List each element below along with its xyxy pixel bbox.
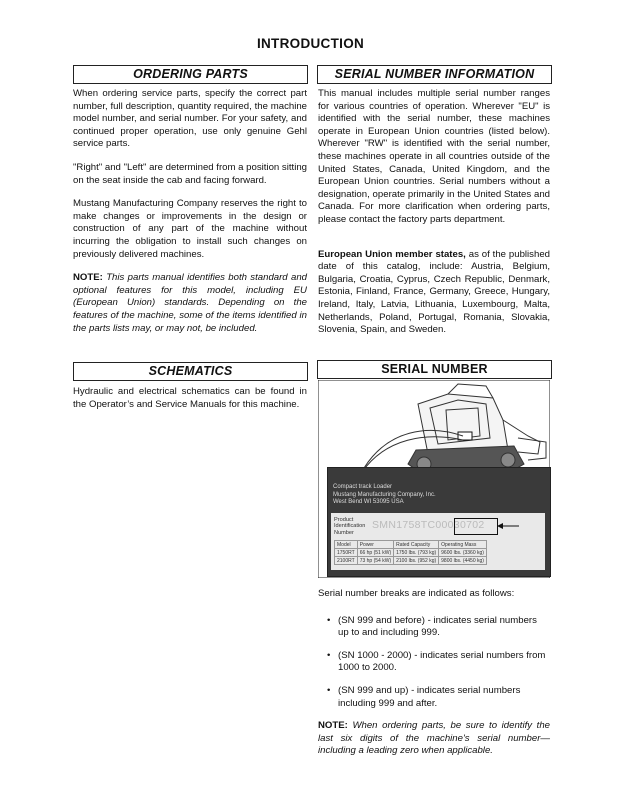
spec-cell: Operating Mass — [439, 541, 487, 549]
spec-cell: Rated Capacity — [394, 541, 439, 549]
spec-cell: Model — [335, 541, 358, 549]
spec-cell: 73 hp (54 kW) — [357, 557, 393, 565]
bullet-text: (SN 999 and up) - indicates serial numbers including 999 and after. — [338, 684, 521, 709]
bullet-icon: • — [327, 684, 331, 696]
pin-value: SMN1758TC00030702 — [372, 519, 485, 531]
schematics-section — [73, 386, 307, 422]
spec-cell: 66 hp (51 kW) — [357, 549, 393, 557]
serial-info-heading: SERIAL NUMBER INFORMATION — [317, 65, 552, 84]
serial-highlight-box — [454, 518, 498, 535]
ordering-parts-paragraph-1: When ordering service parts, specify the correct part number, full description, quantity required, the machine model number, and serial number. For your safety, and continued proper operation, use only genuine Gehl service parts. — [73, 88, 307, 150]
serial-info-section — [318, 88, 550, 348]
ordering-parts-note — [73, 272, 307, 335]
serial-breaks-list — [318, 615, 550, 711]
ordering-parts-paragraph-3: Mustang Manufacturing Company reserves the right to make changes or improvements in the design or construction of any part of the machine without incurring the obligation to install such changes on previously delivered machines. — [73, 198, 307, 260]
note-label: NOTE: — [73, 272, 103, 284]
schematics-paragraph: Hydraulic and electrical schematics can be found in the Operator’s and Service Manuals for this machine. — [73, 386, 307, 410]
serial-number-note — [318, 720, 550, 758]
spec-cell: 9600 lbs. (3360 kg) — [439, 549, 487, 557]
plate-line-2: Mustang Manufacturing Company, Inc. — [333, 491, 436, 498]
pin-label-1: Product — [334, 517, 354, 523]
spec-table-row — [335, 541, 487, 549]
note-text: When ordering parts, be sure to identify the last six digits of the machine's serial number—including a leading zero when applicable. — [318, 720, 550, 757]
serial-info-paragraph: This manual includes multiple serial number ranges for various countries of operation. Wherever "EU" is identified with the serial number, these machines operate in European Union countries (listed below). Wherever "RW" is identified with the serial number, these machines operate in all countries outside of the United States, Canada, United Kingdom, and the European Union countries. Serial numbers without a designation, operate primarily in the United States and Canada. For more clarification when ordering parts, please contact the factory parts department. — [318, 88, 550, 225]
spec-cell: 1750RT — [335, 549, 358, 557]
spec-cell: 1750 lbs. (793 kg) — [394, 549, 439, 557]
bullet-icon: • — [327, 614, 331, 626]
spec-cell: 9800 lbs. (4450 kg) — [439, 557, 487, 565]
spec-table-row — [335, 557, 487, 565]
note-text: This parts manual identifies both standard and optional features for this model, including EU (European Union) standards. Depending on the features of the machine, some of the items identified in the parts lists may, or may not, be included. — [73, 272, 307, 334]
serial-breaks-intro: Serial number breaks are indicated as follows: — [318, 588, 515, 599]
page-title: INTRODUCTION — [256, 36, 365, 51]
pin-label-2: Identification — [334, 523, 366, 530]
list-item — [324, 615, 550, 640]
spec-cell: Power — [357, 541, 393, 549]
pin-label — [334, 517, 365, 536]
ordering-parts-section — [73, 88, 307, 346]
spec-table — [334, 540, 487, 565]
eu-text: as of the published date of this catalog, include: Austria, Belgium, Bulgaria, Croatia, Cyprus, Czech Republic, Denmark, Estonia, Finland, France, Germany, Greece, Hungary, Ireland, Italy, Latvia, Lithuania, Luxembourg, Malta, Netherlands, Poland, Portugal, Romania, Slovakia, Slovenia, Spain, and Sweden. — [318, 248, 550, 336]
bullet-text: (SN 999 and before) - indicates serial numbers up to and including 999. — [338, 614, 537, 639]
plate-header — [333, 484, 436, 507]
schematics-heading: SCHEMATICS — [73, 362, 308, 381]
arrow-left-icon — [497, 521, 521, 531]
plate-line-3: West Bend WI 53095 USA — [333, 499, 404, 505]
pin-label-3: Number — [334, 529, 354, 536]
plate-line-1: Compact track Loader — [333, 484, 393, 490]
ordering-parts-paragraph-2: "Right" and "Left" are determined from a position sitting on the seat inside the cab and facing forward. — [73, 161, 307, 186]
serial-plate — [327, 467, 551, 577]
list-item — [324, 650, 550, 675]
spec-table-row — [335, 549, 487, 557]
spec-cell: 2100 lbs. (952 kg) — [394, 557, 439, 565]
eu-label: European Union member states, — [318, 248, 466, 260]
list-item — [324, 685, 550, 710]
spec-cell: 2100RT — [335, 557, 358, 565]
serial-number-heading: SERIAL NUMBER — [317, 360, 552, 379]
eu-member-states — [318, 249, 550, 337]
serial-number-section — [318, 588, 550, 769]
plate-body — [331, 513, 545, 570]
bullet-text: (SN 1000 - 2000) - indicates serial numbers from 1000 to 2000. — [338, 649, 546, 674]
bullet-icon: • — [327, 649, 331, 661]
ordering-parts-heading: ORDERING PARTS — [73, 65, 308, 84]
note-label: NOTE: — [318, 720, 348, 732]
